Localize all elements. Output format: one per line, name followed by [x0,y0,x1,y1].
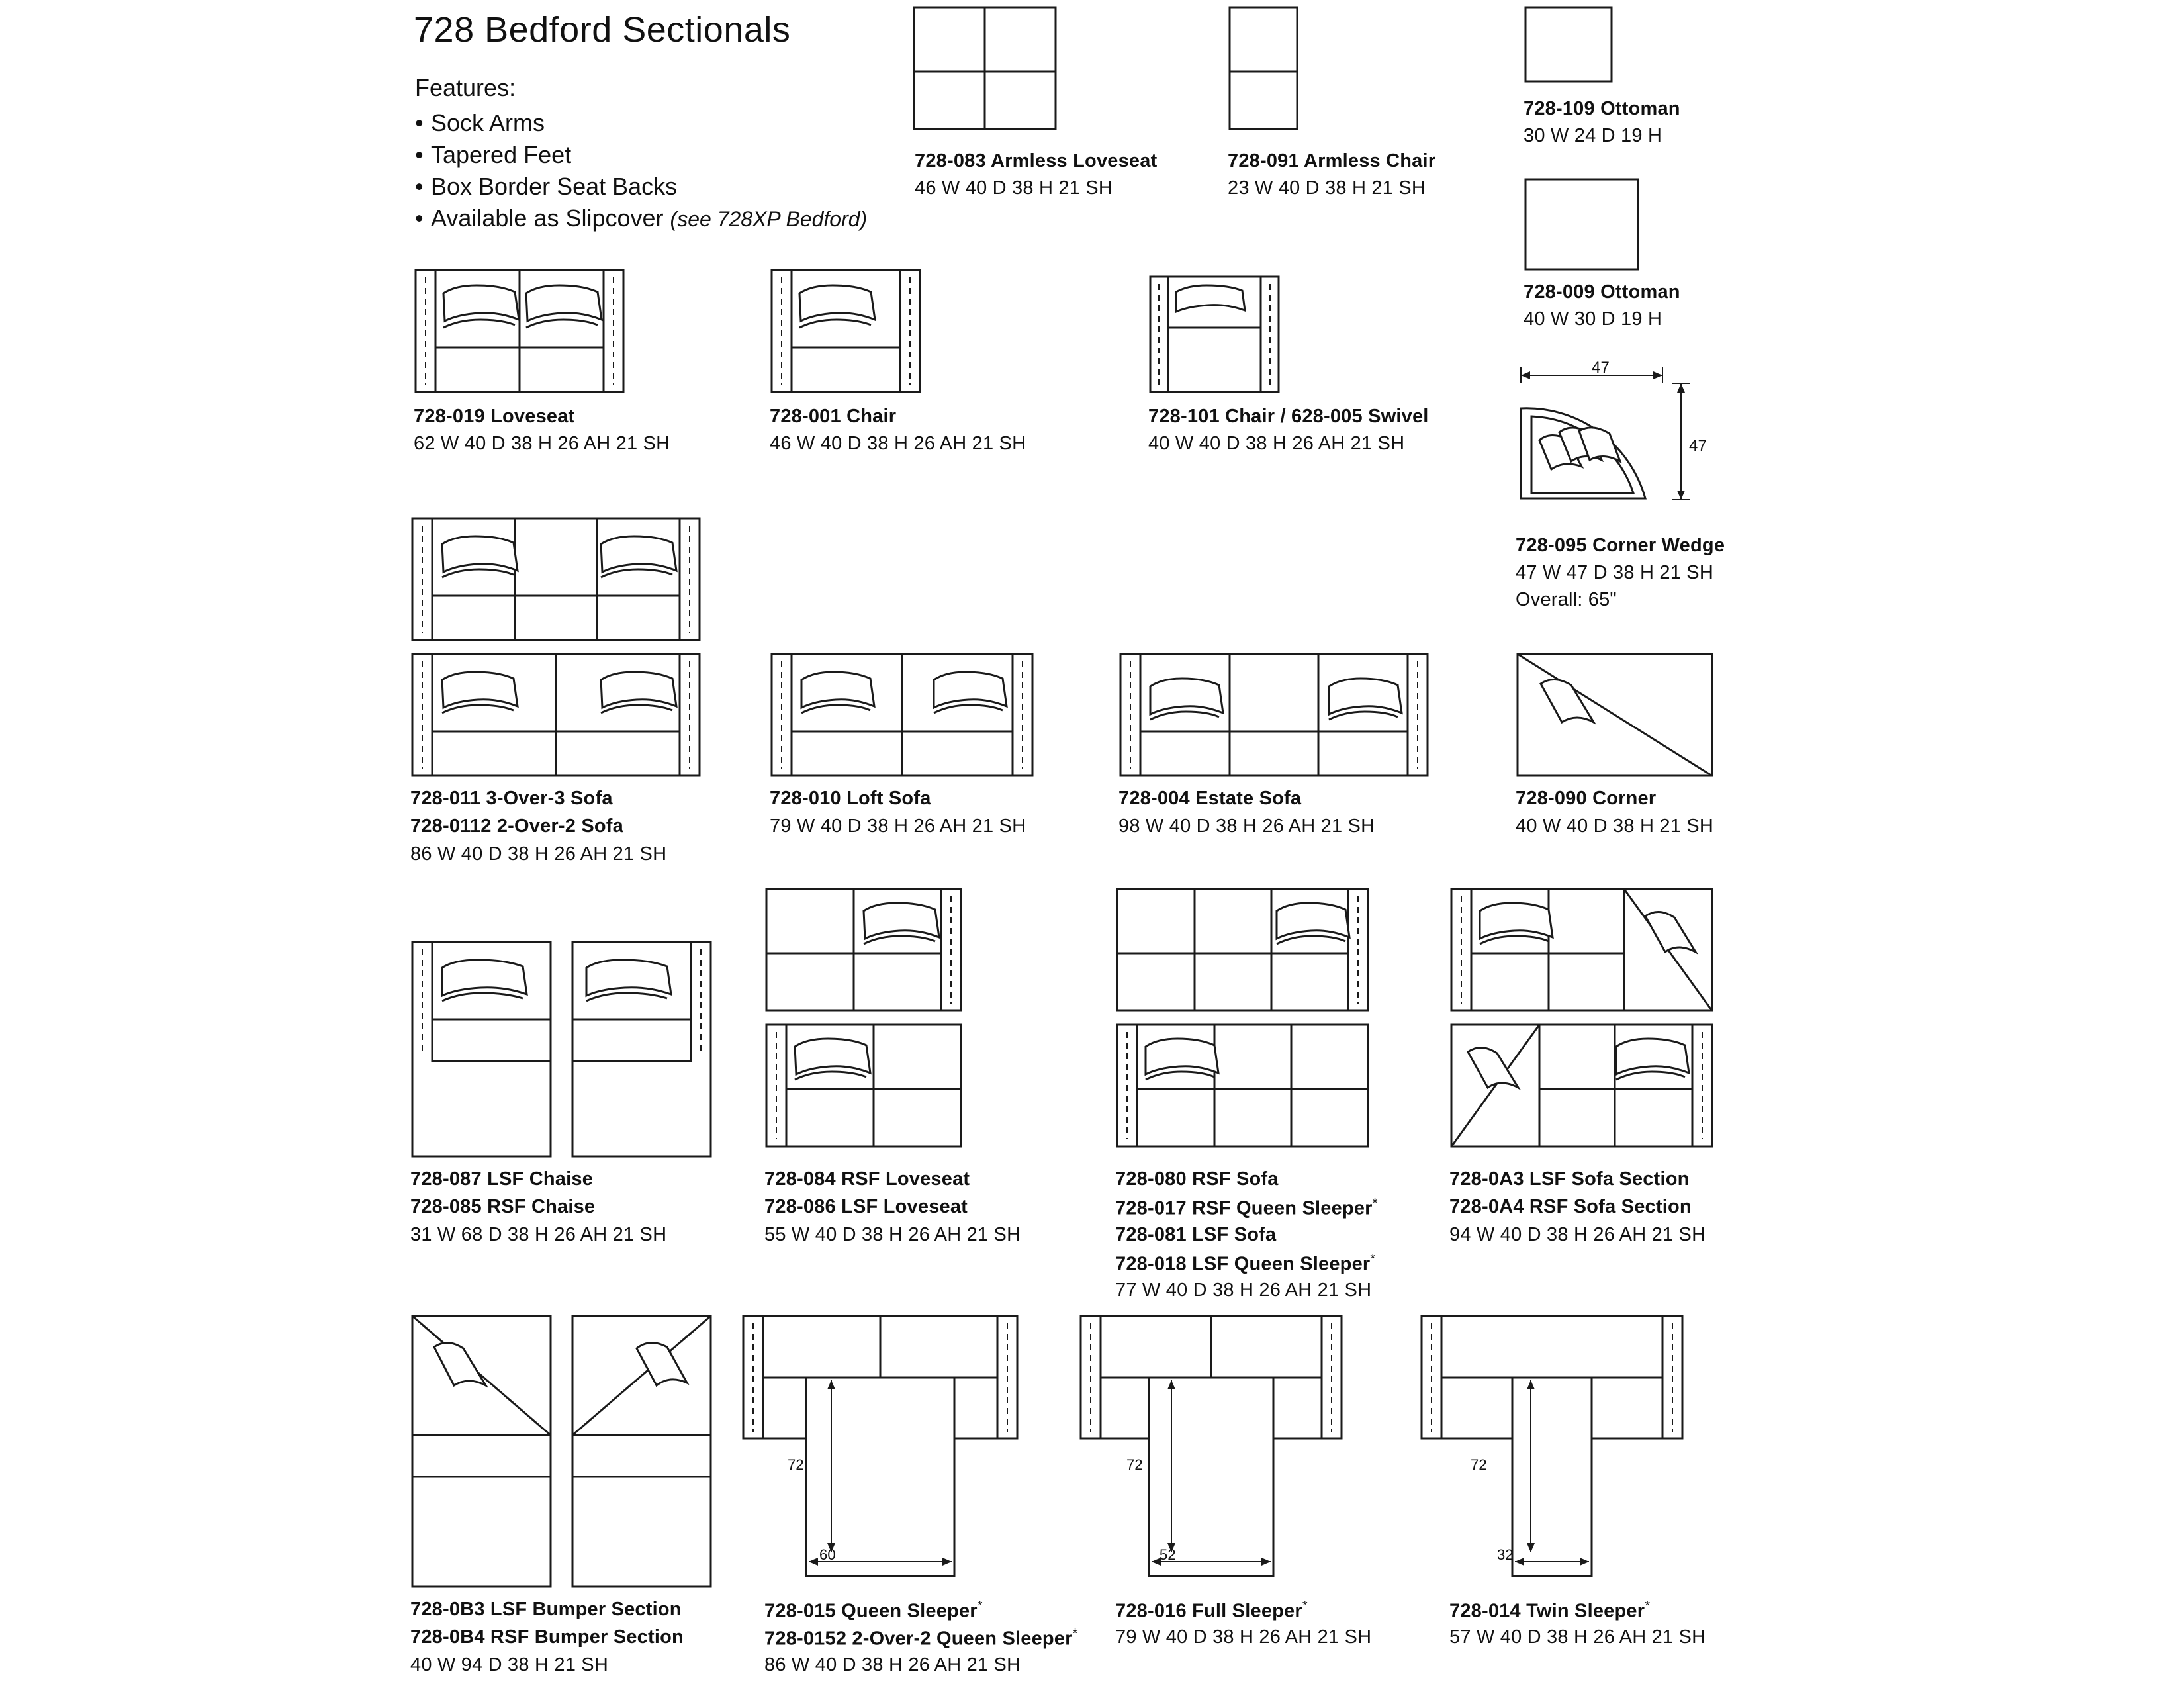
figure-chair-001 [770,268,922,394]
figure-sofa-011-top [410,516,702,642]
dims-rsf-loveseat: 55 W 40 D 38 H 26 AH 21 SH [764,1224,1021,1245]
figure-lsf-bumper [410,1314,553,1589]
figure-loveseat-019 [414,268,625,394]
figure-corner-090 [1516,652,1714,778]
label-corner-wedge: 728-095 Corner Wedge [1516,535,1725,556]
asterisk-mark: * [1372,1196,1378,1211]
label-loveseat-019: 728-019 Loveseat [414,406,575,427]
label-lsf-loveseat: 728-086 LSF Loveseat [764,1196,968,1217]
label-estate-sofa: 728-004 Estate Sofa [1118,788,1302,809]
figure-estate-sofa [1118,652,1430,778]
figure-queen-sleeper [741,1314,1019,1589]
figure-full-sleeper [1079,1314,1343,1589]
dims-corner-090: 40 W 40 D 38 H 21 SH [1516,816,1713,837]
figure-lsf-sofa-section [1449,887,1714,1013]
figure-rsf-bumper [570,1314,713,1589]
label-rsf-queen-sleeper: 728-017 RSF Queen Sleeper* [1115,1196,1378,1219]
figure-lsf-loveseat-bottom [764,1023,963,1149]
figure-rsf-loveseat-top [764,887,963,1013]
label-lsf-bumper: 728-0B3 LSF Bumper Section [410,1599,682,1620]
dims-armless-loveseat: 46 W 40 D 38 H 21 SH [915,177,1113,199]
bullet-icon: • [415,173,424,200]
bullet-icon: • [415,109,424,136]
callout-queen-height: 72 [788,1456,804,1473]
dims-ottoman-109: 30 W 24 D 19 H [1524,125,1662,146]
figure-rsf-chaise [570,940,713,1158]
dims-rsf-sofa: 77 W 40 D 38 H 26 AH 21 SH [1115,1280,1372,1301]
dims-sofa-section: 94 W 40 D 38 H 26 AH 21 SH [1449,1224,1706,1245]
figure-lsf-sofa-bottom [1115,1023,1370,1149]
figure-ottoman-109 [1524,5,1614,83]
label-rsf-loveseat: 728-084 RSF Loveseat [764,1168,970,1190]
label-queen-sleeper-2over2: 728-0152 2-Over-2 Queen Sleeper* [764,1626,1078,1650]
asterisk-mark: * [1302,1599,1308,1613]
dims-loveseat-019: 62 W 40 D 38 H 26 AH 21 SH [414,433,670,454]
dims-sofa-011: 86 W 40 D 38 H 26 AH 21 SH [410,843,667,865]
label-ottoman-009: 728-009 Ottoman [1524,281,1680,303]
dims-ottoman-009: 40 W 30 D 19 H [1524,308,1662,330]
label-loft-sofa: 728-010 Loft Sofa [770,788,931,809]
dims-estate-sofa: 98 W 40 D 38 H 26 AH 21 SH [1118,816,1375,837]
asterisk-mark: * [1370,1252,1376,1266]
overall-corner-wedge: Overall: 65" [1516,589,1617,610]
figure-rsf-sofa-section [1449,1023,1714,1149]
features-heading: Features: [415,74,516,101]
label-armless-chair: 728-091 Armless Chair [1228,150,1436,171]
figure-sofa-0112-bottom [410,652,702,778]
figure-chair-101 [1148,275,1281,394]
label-full-sleeper: 728-016 Full Sleeper* [1115,1599,1308,1622]
dims-chaise: 31 W 68 D 38 H 26 AH 21 SH [410,1224,667,1245]
label-sofa-011: 728-011 3-Over-3 Sofa [410,788,613,809]
dims-chair-101: 40 W 40 D 38 H 26 AH 21 SH [1148,433,1405,454]
feature-item: • Box Border Seat Backs [415,171,867,203]
figure-lsf-chaise [410,940,553,1158]
callout-wedge-height: 47 [1689,437,1707,455]
dims-bumper: 40 W 94 D 38 H 21 SH [410,1654,608,1675]
label-lsf-queen-sleeper: 728-018 LSF Queen Sleeper* [1115,1252,1376,1275]
figure-rsf-sofa-top [1115,887,1370,1013]
label-rsf-sofa-section: 728-0A4 RSF Sofa Section [1449,1196,1692,1217]
callout-twin-height: 72 [1471,1456,1487,1473]
asterisk-mark: * [1645,1599,1651,1613]
figure-armless-loveseat [912,5,1058,131]
bullet-icon: • [415,141,424,168]
dims-twin-sleeper: 57 W 40 D 38 H 26 AH 21 SH [1449,1626,1706,1648]
page-title: 728 Bedford Sectionals [414,10,791,50]
dims-loft-sofa: 79 W 40 D 38 H 26 AH 21 SH [770,816,1026,837]
figure-twin-sleeper [1420,1314,1684,1589]
label-rsf-sofa: 728-080 RSF Sofa [1115,1168,1279,1190]
label-armless-loveseat: 728-083 Armless Loveseat [915,150,1158,171]
figure-ottoman-009 [1524,177,1640,271]
dims-armless-chair: 23 W 40 D 38 H 21 SH [1228,177,1426,199]
label-chair-101: 728-101 Chair / 628-005 Swivel [1148,406,1429,427]
dims-queen-sleeper: 86 W 40 D 38 H 26 AH 21 SH [764,1654,1021,1675]
dims-corner-wedge: 47 W 47 D 38 H 21 SH [1516,562,1713,583]
callout-full-width: 52 [1160,1546,1176,1563]
label-rsf-chaise: 728-085 RSF Chaise [410,1196,596,1217]
figure-corner-wedge [1516,361,1707,513]
feature-item: • Available as Slipcover (see 728XP Bedford) [415,203,867,235]
callout-twin-width: 32 [1497,1546,1514,1563]
dims-full-sleeper: 79 W 40 D 38 H 26 AH 21 SH [1115,1626,1372,1648]
figure-loft-sofa [770,652,1034,778]
features-note: (see 728XP Bedford) [670,207,868,231]
feature-item: • Tapered Feet [415,139,867,171]
label-lsf-sofa: 728-081 LSF Sofa [1115,1224,1277,1245]
asterisk-mark: * [1072,1626,1078,1641]
figure-armless-chair [1228,5,1299,131]
callout-wedge-width: 47 [1592,359,1610,377]
feature-item: • Sock Arms [415,107,867,139]
label-sofa-0112: 728-0112 2-Over-2 Sofa [410,816,623,837]
label-twin-sleeper: 728-014 Twin Sleeper* [1449,1599,1651,1622]
callout-full-height: 72 [1126,1456,1143,1473]
label-lsf-sofa-section: 728-0A3 LSF Sofa Section [1449,1168,1690,1190]
bullet-icon: • [415,205,424,232]
label-rsf-bumper: 728-0B4 RSF Bumper Section [410,1626,684,1648]
label-chair-001: 728-001 Chair [770,406,897,427]
asterisk-mark: * [977,1599,983,1613]
label-ottoman-109: 728-109 Ottoman [1524,98,1680,119]
label-lsf-chaise: 728-087 LSF Chaise [410,1168,594,1190]
label-queen-sleeper: 728-015 Queen Sleeper* [764,1599,983,1622]
callout-queen-width: 60 [819,1546,836,1563]
label-corner-090: 728-090 Corner [1516,788,1657,809]
features-list [415,107,867,235]
dims-chair-001: 46 W 40 D 38 H 26 AH 21 SH [770,433,1026,454]
